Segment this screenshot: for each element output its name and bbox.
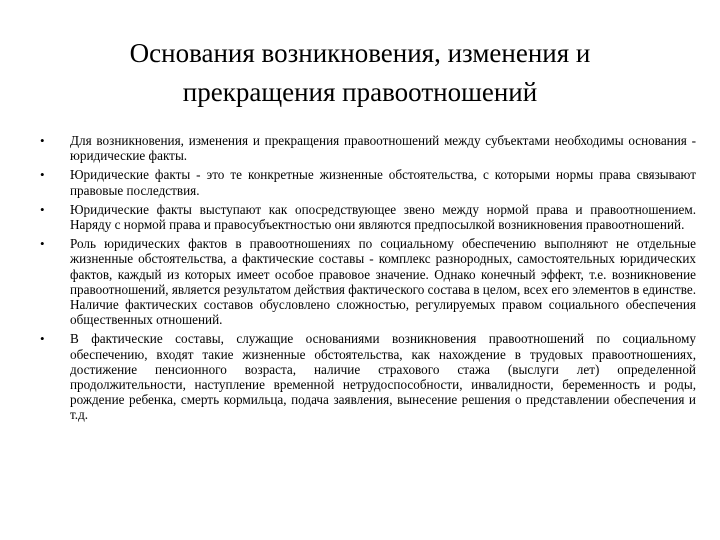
bullet-text-4: Роль юридических фактов в правоотношениях по социальному обеспечению выполняют не отдельные жизненные обстоятельства, а фактические составы - комплекс разнородных, самостоятельных юридических фактов, каждый из которых имеет особое правовое значение. Однако конечный эффект, т.е. возникновение правоотношений, является результатом действия фактического состава в целом, всех его элементов в единстве. Наличие фактических составов обусловлено сложностью, регулируемых правом социального обеспечения общественных отношений. <box>70 236 696 328</box>
bullet-item-1 <box>40 133 696 163</box>
bullet-marker-icon: • <box>40 201 45 217</box>
slide-title-line-1: Основания возникновения, изменения и <box>129 38 591 68</box>
bullet-text-5: В фактические составы, служащие основаниями возникновения правоотношений по социальному обеспечению, входят такие жизненные обстоятельства, как нахождение в трудовых правоотношениях, достижение пенсионного возраста, наличие страхового стажа (выслуги лет) определенной продолжительности, наступление временной нетрудоспособности, инвалидности, беременность и роды, рождение ребенка, смерть кормильца, подача заявления, вынесение решения о представлении обеспечения и т.д. <box>70 331 696 423</box>
bullet-marker-icon: • <box>40 331 45 347</box>
bullet-item-4 <box>40 236 696 327</box>
bullet-item-3 <box>40 202 696 232</box>
bullet-text-2: Юридические факты - это те конкретные жизненные обстоятельства, с которыми нормы права связывают правовые последствия. <box>70 167 696 198</box>
bullet-marker-icon: • <box>40 133 45 148</box>
slide-title <box>60 34 660 112</box>
bullet-list <box>40 133 696 427</box>
bullet-item-5 <box>40 331 696 422</box>
bullet-item-2 <box>40 167 696 197</box>
bullet-text-1: Для возникновения, изменения и прекращения правоотношений между субъектами необходимы основания - юридические факты. <box>70 133 696 164</box>
bullet-marker-icon: • <box>40 167 45 183</box>
bullet-text-3: Юридические факты выступают как опосредствующее звено между нормой права и правоотношением. Наряду с нормой права и правосубъектностью они являются предпосылкой возникновения правоотношений. <box>70 201 696 233</box>
slide-title-line-2: прекращения правоотношений <box>182 77 538 107</box>
bullet-marker-icon: • <box>40 236 45 252</box>
